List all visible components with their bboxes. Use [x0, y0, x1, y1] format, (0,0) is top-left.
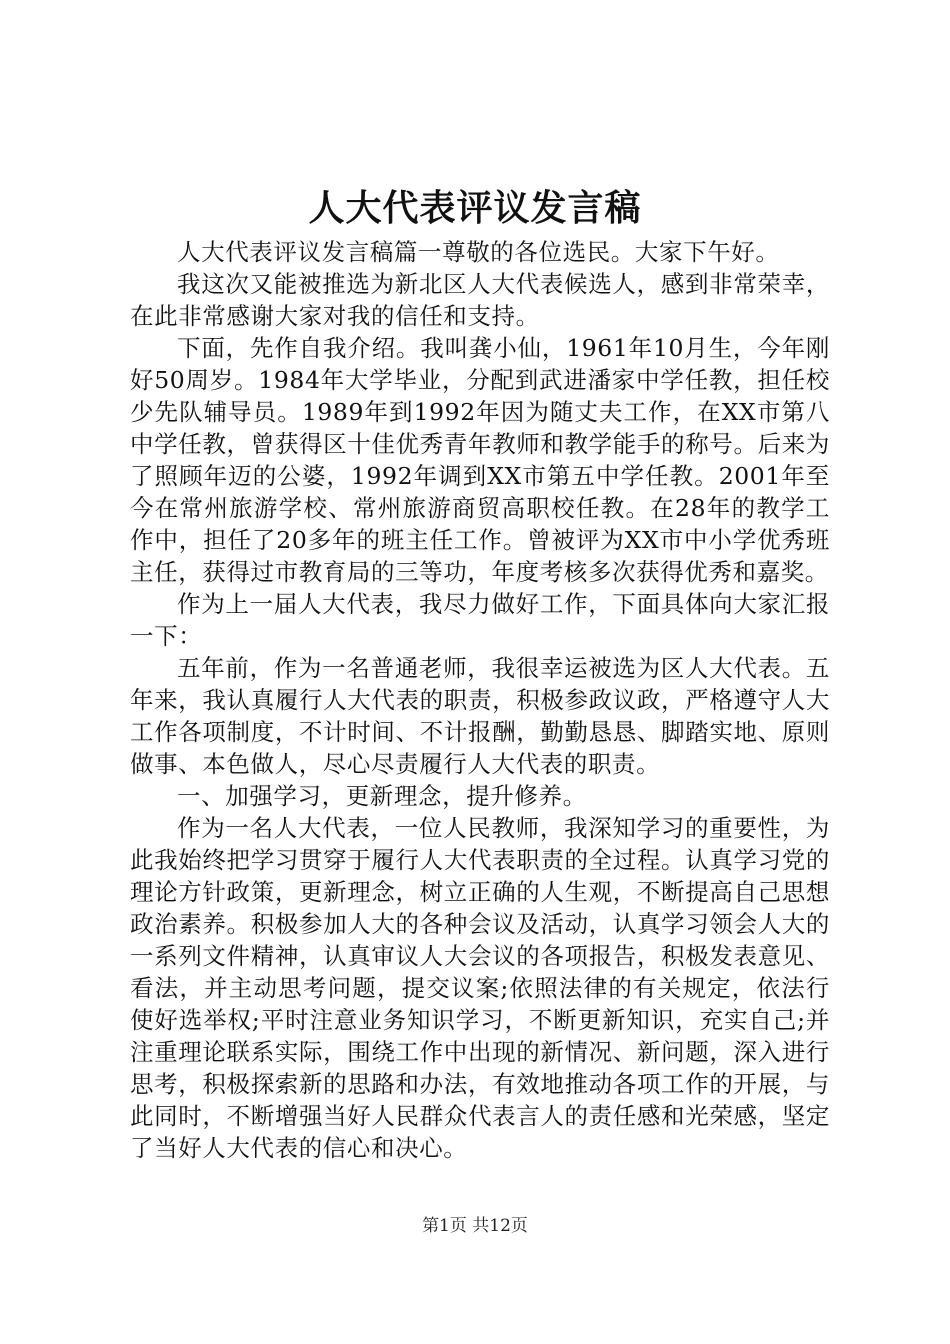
paragraph-self-introduction: 下面，先作自我介绍。我叫龚小仙，1961年10月生，今年刚好50周岁。1984年大学毕业，分配到武进潘家中学任教，担任校少先队辅导员。1989年到1992年因为随丈夫工作，在XX市第八中学任教，曾获得区十佳优秀青年教师和教学能手的称号。后来为了照顾年迈的公婆，1992年调到XX市第五中学任教。2001年至今在常州旅游学校、常州旅游商贸高职校任教。在28年的教学工作中，担任了20多年的班主任工作。曾被评为XX市中小学优秀班主任，获得过市教育局的三等功，年度考核多次获得优秀和嘉奖。 [130, 334, 830, 586]
document-body [130, 236, 830, 1164]
paragraph-five-years: 五年前，作为一名普通老师，我很幸运被选为区人大代表。五年来，我认真履行人大代表的职责，积极参政议政，严格遵守人大工作各项制度，不计时间、不计报酬，勤勤恳恳、脚踏实地、原则做事、本色做人，尽心尽责履行人大代表的职责。 [130, 654, 830, 778]
paragraph-study-details: 作为一名人大代表，一位人民教师，我深知学习的重要性，为此我始终把学习贯穿于履行人大代表职责的全过程。认真学习党的理论方针政策，更新理念，树立正确的人生观，不断提高自己思想政治素养。积极参加人大的各种会议及活动，认真学习领会人大的一系列文件精神，认真审议人大会议的各项报告，积极发表意见、看法，并主动思考问题，提交议案;依照法律的有关规定，依法行使好选举权;平时注意业务知识学习，不断更新知识，充实自己;并注重理论联系实际，围绕工作中出现的新情况、新问题，深入进行思考，积极探索新的思路和办法，有效地推动各项工作的开展，与此同时，不断增强当好人民群众代表言人的责任感和光荣感，坚定了当好人大代表的信心和决心。 [130, 814, 830, 1162]
page-number-footer: 第1页 共12页 [422, 1216, 528, 1236]
paragraph-greeting: 人大代表评议发言稿篇一尊敬的各位选民。大家下午好。 [177, 238, 780, 266]
paragraph-thanks: 我这次又能被推选为新北区人大代表候选人，感到非常荣幸，在此非常感谢大家对我的信任和支持。 [130, 270, 830, 330]
section-heading-study: 一、加强学习，更新理念，提升修养。 [177, 782, 587, 810]
document-title: 人大代表评议发言稿 [308, 187, 642, 229]
paragraph-report-intro: 作为上一届人大代表，我尽力做好工作，下面具体向大家汇报一下： [130, 590, 830, 650]
